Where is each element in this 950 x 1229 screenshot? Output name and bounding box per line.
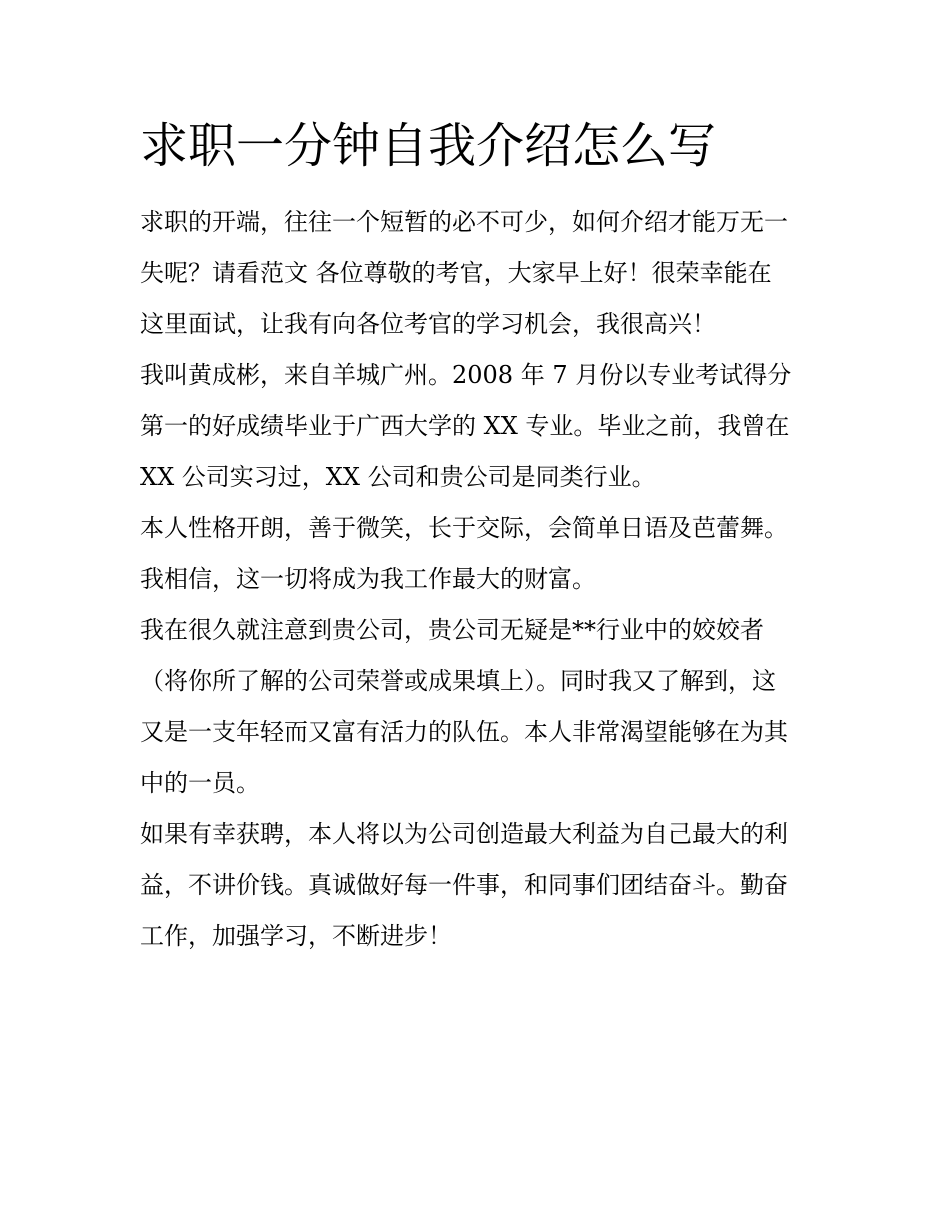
text-line: 我相信，这一切将成为我工作最大的财富。 bbox=[140, 565, 596, 593]
text-line: 失呢？请看范文 各位尊敬的考官，大家早上好！很荣幸能在 bbox=[140, 259, 772, 287]
paragraph-5 bbox=[140, 809, 830, 962]
text-line: 中的一员。 bbox=[140, 769, 260, 797]
text-line: 本人性格开朗，善于微笑，长于交际，会简单日语及芭蕾舞。 bbox=[140, 514, 788, 542]
text-line: 第一的好成绩毕业于广西大学的 XX 专业。毕业之前，我曾在 bbox=[140, 412, 790, 440]
text-line: 我在很久就注意到贵公司，贵公司无疑是**行业中的姣姣者 bbox=[140, 616, 764, 644]
paragraph-2 bbox=[140, 350, 830, 503]
text-line: 工作，加强学习，不断进步！ bbox=[140, 922, 452, 950]
text-line: 如果有幸获聘，本人将以为公司创造最大利益为自己最大的利 bbox=[140, 820, 788, 848]
text-line: 又是一支年轻而又富有活力的队伍。本人非常渴望能够在为其 bbox=[140, 718, 788, 746]
paragraph-4 bbox=[140, 605, 830, 809]
text-line: 求职的开端，往往一个短暂的必不可少，如何介绍才能万无一 bbox=[140, 208, 788, 236]
document-body bbox=[140, 197, 830, 962]
paragraph-3 bbox=[140, 503, 830, 605]
text-line: 我叫黄成彬，来自羊城广州。2008 年 7 月份以专业考试得分 bbox=[140, 361, 792, 389]
paragraph-1 bbox=[140, 197, 830, 350]
text-line: XX 公司实习过，XX 公司和贵公司是同类行业。 bbox=[140, 463, 656, 491]
text-line: 益，不讲价钱。真诚做好每一件事，和同事们团结奋斗。勤奋 bbox=[140, 871, 788, 899]
document-title: 求职一分钟自我介绍怎么写 bbox=[140, 118, 717, 174]
text-line: 这里面试，让我有向各位考官的学习机会，我很高兴！ bbox=[140, 310, 716, 338]
text-line: （将你所了解的公司荣誉或成果填上）。同时我又了解到，这 bbox=[140, 667, 776, 695]
